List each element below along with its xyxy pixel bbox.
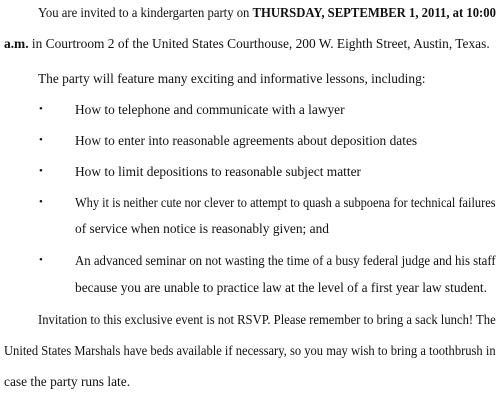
closing-line-2: United States Marshals have beds available if necessary, so you may wish to bring a toothbrush in	[4, 343, 496, 358]
intro-line-1	[38, 6, 496, 19]
bullet-icon: •	[39, 134, 43, 146]
lesson-item-continuation: because you are unable to practice law at the level of a first year law student.	[75, 280, 487, 295]
lesson-item: Why it is neither cute nor clever to attempt to quash a subpoena for technical failures	[75, 195, 496, 210]
lesson-item: An advanced seminar on not wasting the time of a busy federal judge and his staff	[75, 253, 496, 268]
intro-line-2	[4, 37, 490, 50]
intro-text: You are invited to a kindergarten party on	[38, 5, 253, 20]
event-location: in Courtroom 2 of the United States Courthouse, 200 W. Eighth Street, Austin, Texas.	[28, 36, 490, 51]
bullet-icon: •	[39, 196, 43, 208]
lessons-intro: The party will feature many exciting and informative lessons, including:	[38, 71, 426, 86]
lesson-item: How to limit depositions to reasonable subject matter	[75, 164, 361, 179]
closing-line-3: case the party runs late.	[4, 374, 131, 389]
lesson-item: How to enter into reasonable agreements about deposition dates	[75, 133, 418, 148]
closing-line-1: Invitation to this exclusive event is not RSVP. Please remember to bring a sack lunch! The	[38, 312, 496, 327]
bullet-icon: •	[39, 103, 43, 115]
bullet-icon: •	[39, 254, 43, 266]
event-time-suffix: a.m.	[4, 36, 29, 51]
lesson-item: How to telephone and communicate with a lawyer	[75, 102, 345, 117]
bullet-icon: •	[39, 165, 43, 177]
lesson-item-continuation: of service when notice is reasonably given; and	[75, 221, 329, 236]
event-date: THURSDAY, SEPTEMBER 1, 2011, at 10:00	[252, 5, 496, 20]
